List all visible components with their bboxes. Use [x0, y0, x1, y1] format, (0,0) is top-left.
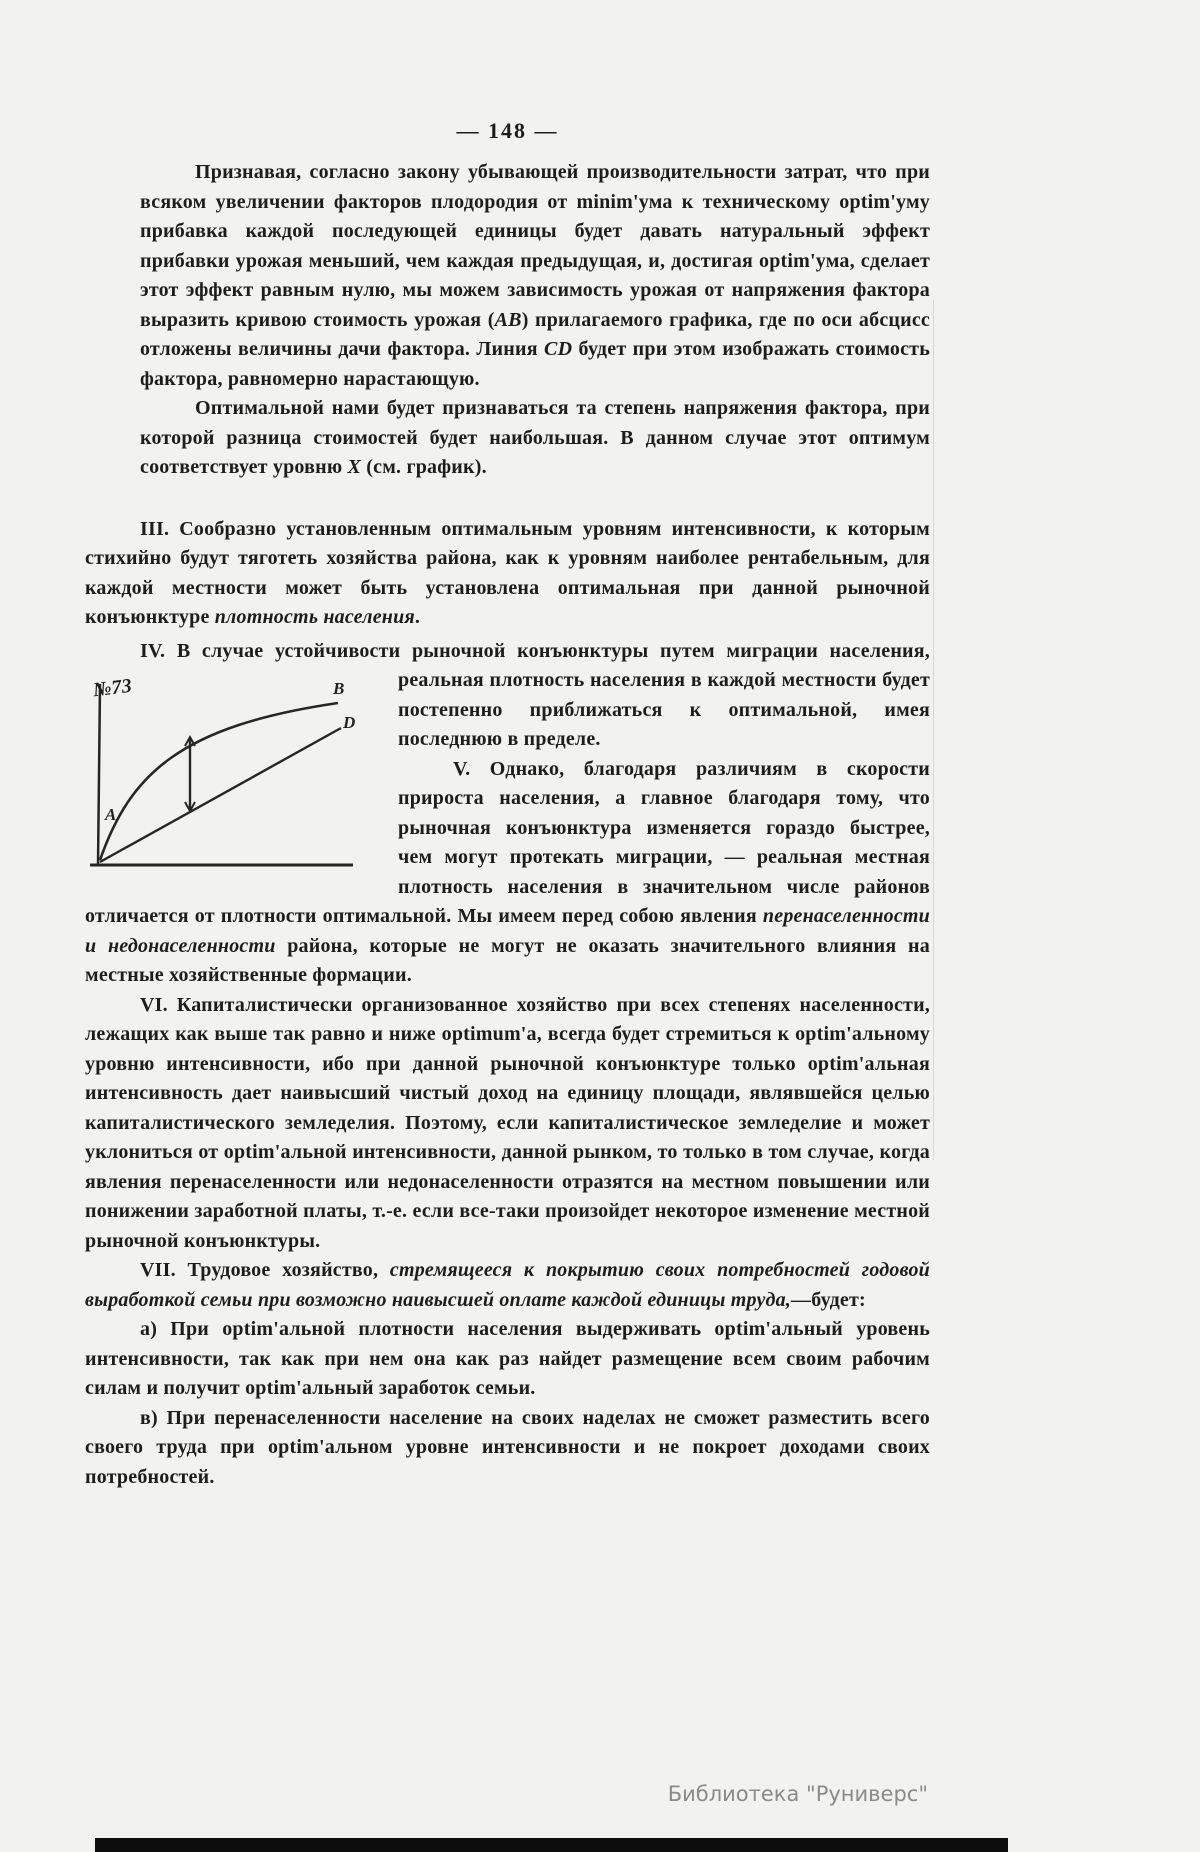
paragraph-intro-1	[140, 158, 930, 394]
text-segment: в) При перенаселенности население на своих наделах не сможет разместить всего своего труда при optim'альном уровне интенсивности и не покроет доходами своих потребностей.	[85, 1406, 930, 1488]
library-watermark: Библиотека "Руниверс"	[667, 1782, 928, 1806]
text-segment: перенаселенности и недонаселенности	[85, 905, 930, 957]
text-segment: CD	[544, 338, 573, 360]
page-crease-line	[933, 300, 934, 1160]
paragraph-section-4	[85, 637, 930, 824]
figure-canvas	[85, 674, 370, 881]
text-segment: V. Однако, благодаря различиям в скорости прироста населения, а главное благодаря тому, что рыночная конъюнктура изменяется гораздо быстрее, чем могут протекать миграции, — реальная местная плотность населения в значительном числе районов отличается от плотности оптимальной. Мы имеем перед собою явления	[85, 757, 930, 927]
text-segment: будет при этом изображать стоимость фактора, равномерно нарастающую.	[140, 338, 930, 390]
text-segment: X	[347, 456, 362, 478]
paragraph-rest	[398, 669, 930, 750]
text-block	[85, 158, 930, 1492]
text-segment: Оптимальной нами будет признаваться та степень напряжения фактора, при которой разница стоимостей будет наибольшая. В данном случае этот оптимум соответствует уровню	[140, 397, 930, 478]
text-segment: IV. В случае устойчивости рыночной конъюнктуры путем миграции населения,	[140, 639, 930, 662]
text-segment: —будет:	[791, 1288, 866, 1311]
paragraph-section-3	[85, 515, 930, 633]
figure-number-label: №73	[91, 674, 134, 702]
paragraph-item-a	[85, 1315, 930, 1404]
paragraph-lead	[140, 640, 930, 662]
text-segment: (см. график).	[361, 456, 487, 478]
text-segment: III. Сообразно установленным оптимальным уровням интенсивности, к которым стихийно будут тяготеть хозяйства района, как к уровням наиболее рентабельным, для каждой местности может быть установлена оптимальная при данной рыночной конъюнктуре	[85, 517, 930, 628]
page-number: — 148 —	[456, 118, 559, 143]
text-segment: района, которые не могут не оказать значительного влияния на местные хозяйственные формации.	[85, 934, 930, 986]
paragraph-intro-2	[140, 394, 930, 483]
text-segment: реальная плотность населения в каждой местности будет постепенно приближаться к оптимальной, имея последнюю в пределе.	[398, 669, 930, 750]
text-segment: плотность населения	[214, 606, 415, 628]
figure-y-axis	[98, 684, 100, 866]
text-segment: VI. Капиталистически организованное хозяйство при всех степенях населенности, лежащих как выше так равно и ниже optimum'а, всегда будет стремиться к optim'альному уровню интенсивности, ибо при данной рыночной конъюнктуре только optim'альная интенсивность дает наивысший чистый доход на единицу площади, являвшейся целью капиталистического земледелия. Поэтому, если капиталистическое земледелие и может уклониться от optim'альной интенсивности, данной рынком, то только в том случае, когда явления перенаселенности или недонаселенности отразятся на местном повышении или понижении заработной платы, т.-е. если все-таки произойдет некоторое изменение местной рыночной конъюнктуры.	[85, 993, 930, 1252]
scan-edge-bar	[95, 1838, 1008, 1852]
text-segment: а) При optim'альной плотности населения выдерживать optim'альный уровень интенсивности, так как при нем она как раз найдет размещение всем своим рабочим силам и получит optim'альный заработок семьи.	[85, 1318, 930, 1399]
paragraph-item-v	[85, 1404, 930, 1493]
figure-line-cd	[100, 728, 341, 862]
figure-label-b: B	[333, 679, 345, 698]
figure-curve-ab	[100, 703, 338, 860]
text-segment: AB	[494, 308, 522, 331]
paragraph-section-7	[85, 1256, 930, 1315]
text-segment: стремящееся к покрытию своих потребностей годовой выработкой семьи при возможно наивысшей оплате каждой единицы труда,	[85, 1259, 930, 1311]
text-segment: Признавая, согласно закону убывающей производительности затрат, что при всяком увеличении факторов плодородия от minim'ума к техническому optim'уму прибавка каждой последующей единицы будет давать натуральный эффект прибавки урожая меньший, чем каждая предыдущая, и, достигая optim'ума, сделает этот эффект равным нулю, мы можем зависимость урожая от напряжения фактора выразить кривою стоимость урожая (	[140, 161, 930, 331]
curve-figure	[85, 674, 370, 881]
figure-label-d: D	[343, 713, 356, 732]
paragraph-section-6	[85, 991, 930, 1257]
text-segment: ) прилагаемого графика, где по оси абсцисс отложены величины дачи фактора. Линия	[140, 308, 930, 360]
figure-label-a: A	[105, 805, 117, 824]
text-segment: VII. Трудовое хозяйство,	[140, 1259, 390, 1281]
text-segment: .	[414, 606, 421, 628]
